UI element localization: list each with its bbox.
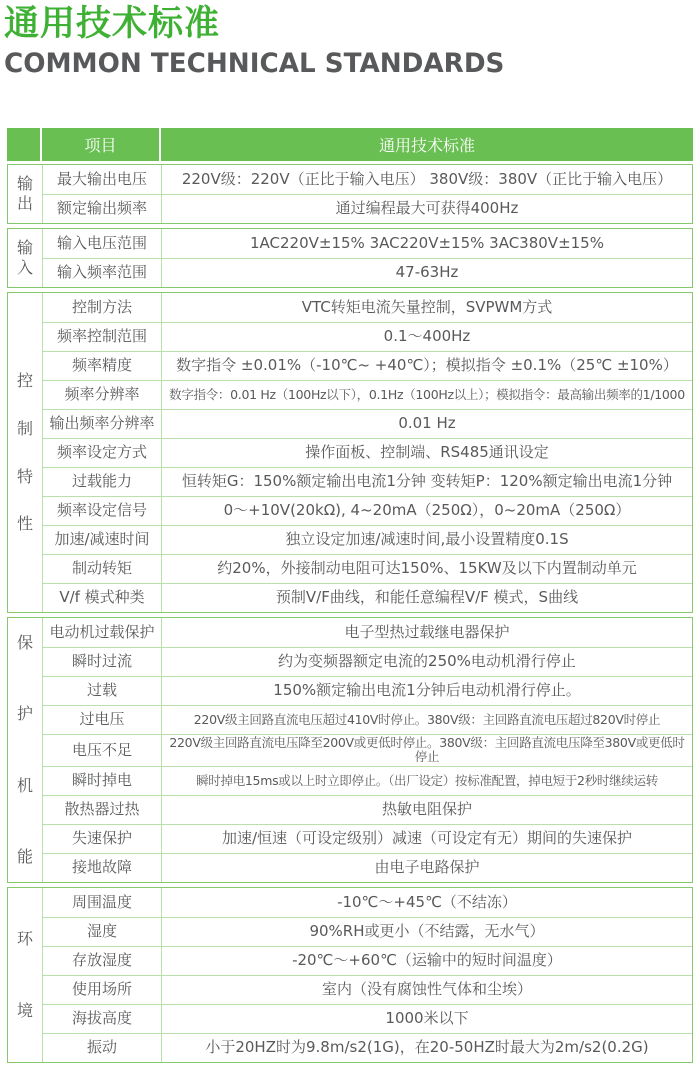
row-spec-value: 独立设定加速/减速时间,最小设置精度0.1S <box>285 530 569 549</box>
category-char: 境 <box>16 1000 33 1020</box>
spec-table <box>7 128 693 1063</box>
row-spec-value: 室内（没有腐蚀性气体和尘埃） <box>321 980 532 999</box>
section-category-label <box>8 229 43 287</box>
row-item-label: 过载 <box>43 677 162 705</box>
row-item-label: 存放湿度 <box>43 947 162 975</box>
table-row <box>43 853 692 882</box>
category-char: 护 <box>16 704 33 724</box>
row-item-label: 过电压 <box>43 706 162 734</box>
table-row <box>43 351 692 380</box>
section-category-label <box>8 618 43 882</box>
row-item-label: 海拔高度 <box>43 1005 162 1033</box>
category-char: 控 <box>16 371 33 391</box>
category-char: 输 <box>16 174 33 194</box>
table-row <box>43 917 692 946</box>
row-spec-value: 数字指令 ±0.01%（-10℃~ +40℃）；模拟指令 ±0.1%（25℃ ±10%） <box>176 356 678 375</box>
table-row <box>43 647 692 676</box>
row-item-label: 湿度 <box>43 918 162 946</box>
page-title-english: COMMON TECHNICAL STANDARDS <box>4 48 505 79</box>
row-spec-value: 加速/恒速（可设定级别）减速（可设定有无）期间的失速保护 <box>221 829 633 848</box>
row-spec-value: 热敏电阻保护 <box>381 800 472 819</box>
row-spec-value: 220V级：220V（正比于输入电压） 380V级：380V（正比于输入电压） <box>181 169 673 188</box>
row-spec-value: 通过编程最大可获得400Hz <box>335 199 519 218</box>
table-row <box>43 975 692 1004</box>
table-row <box>43 380 692 409</box>
row-spec-value: 瞬时掉电15ms或以上时立即停止。（出厂设定）按标准配置，掉电短于2秒时继续运转 <box>196 772 658 788</box>
section-rows <box>43 165 692 223</box>
table-row <box>43 409 692 438</box>
table-row <box>43 618 692 647</box>
table-row <box>43 583 692 612</box>
table-row <box>43 734 692 766</box>
row-item-label: 瞬时过流 <box>43 648 162 676</box>
row-item-label: 周围温度 <box>43 888 162 917</box>
category-char: 能 <box>16 847 33 867</box>
spec-section <box>7 228 693 288</box>
table-row <box>43 525 692 554</box>
table-row <box>43 322 692 351</box>
row-spec-value: 数字指令：0.01 Hz（100Hz以下），0.1Hz（100Hz以上）；模拟指令：最高输出频率的1/1000 <box>169 386 685 402</box>
row-item-label: 瞬时掉电 <box>43 767 162 795</box>
category-char: 保 <box>16 632 33 652</box>
category-char: 性 <box>16 514 33 534</box>
row-spec-value: 约为变频器额定电流的250%电动机滑行停止 <box>278 652 576 671</box>
row-item-label: 过载能力 <box>43 468 162 496</box>
table-row <box>43 888 692 917</box>
row-spec-value: 恒转矩G：150%额定输出电流1分钟 变转矩P：120%额定输出电流1分钟 <box>181 472 673 491</box>
row-item-label: 加速/减速时间 <box>43 526 162 554</box>
row-spec-value: 约20%，外接制动电阻可达150%、15KW及以下内置制动单元 <box>217 559 637 578</box>
header-value-cell: 通用技术标准 <box>378 136 475 155</box>
row-item-label: 电动机过载保护 <box>43 618 162 647</box>
row-item-label: 输出频率分辨率 <box>43 410 162 438</box>
row-item-label: 频率分辨率 <box>43 381 162 409</box>
section-rows <box>43 888 692 1062</box>
category-char: 入 <box>16 258 33 277</box>
spec-section <box>7 617 693 883</box>
header-category-cell <box>7 128 42 161</box>
section-category-label <box>8 888 43 1062</box>
row-item-label: 散热器过热 <box>43 796 162 824</box>
row-spec-value: 90%RH或更小（不结露，无水气） <box>309 922 545 941</box>
table-row <box>43 554 692 583</box>
spec-table-body <box>7 164 693 1063</box>
row-item-label: 使用场所 <box>43 976 162 1004</box>
row-spec-value: VTC转矩电流矢量控制，SVPWM方式 <box>301 297 553 316</box>
row-spec-value: 操作面板、控制端、RS485通讯设定 <box>305 443 549 462</box>
row-spec-value: 小于20HZ时为9.8m/s2(1G)，在20-50HZ时最大为2m/s2(0.2G) <box>205 1038 649 1057</box>
table-row <box>43 795 692 824</box>
row-item-label: 额定输出频率 <box>43 195 162 223</box>
row-spec-value: 预制V/F曲线，和能任意编程V/F 模式，S曲线 <box>275 588 579 607</box>
row-spec-value: 电子型热过载继电器保护 <box>344 622 510 641</box>
table-row <box>43 467 692 496</box>
header-item-cell: 项目 <box>42 128 161 161</box>
table-row <box>43 705 692 734</box>
section-rows <box>43 229 692 287</box>
spec-section <box>7 164 693 224</box>
row-item-label: 接地故障 <box>43 854 162 882</box>
row-item-label: 输入电压范围 <box>43 229 162 258</box>
row-spec-value: 1AC220V±15% 3AC220V±15% 3AC380V±15% <box>250 233 604 252</box>
row-spec-value: 150%额定输出电流1分钟后电动机滑行停止。 <box>273 681 581 700</box>
table-row <box>43 824 692 853</box>
row-item-label: 输入频率范围 <box>43 259 162 287</box>
row-spec-value: 220V级主回路直流电压降至200V或更低时停止。380V级：主回路直流电压降至380V或更低时停止 <box>169 735 685 765</box>
spec-section <box>7 887 693 1063</box>
table-row <box>43 1033 692 1062</box>
row-item-label: 失速保护 <box>43 825 162 853</box>
row-item-label: 控制方法 <box>43 293 162 322</box>
table-row <box>43 766 692 795</box>
table-row <box>43 258 692 287</box>
page-title-chinese: 通用技术标准 <box>4 4 221 44</box>
section-category-label <box>8 293 43 612</box>
category-char: 特 <box>16 466 33 486</box>
category-char: 环 <box>16 929 33 949</box>
spec-table-header <box>7 128 693 161</box>
row-item-label: 频率设定方式 <box>43 439 162 467</box>
row-spec-value: -10℃～+45℃（不结冻） <box>337 892 517 911</box>
row-spec-value: 47-63Hz <box>395 263 459 282</box>
row-item-label: 频率设定信号 <box>43 497 162 525</box>
table-row <box>43 496 692 525</box>
row-spec-value: 由电子电路保护 <box>374 858 480 877</box>
table-row <box>43 946 692 975</box>
row-item-label: V/f 模式种类 <box>43 584 162 612</box>
table-row <box>43 438 692 467</box>
table-row <box>43 165 692 194</box>
row-spec-value: 0.1～400Hz <box>383 327 471 346</box>
table-row <box>43 229 692 258</box>
section-category-label <box>8 165 43 223</box>
spec-section <box>7 292 693 613</box>
section-rows <box>43 618 692 882</box>
table-row <box>43 1004 692 1033</box>
table-row <box>43 293 692 322</box>
row-spec-value: 0～+10V(20kΩ), 4~20mA（250Ω），0~20mA（250Ω） <box>223 501 631 520</box>
row-item-label: 电压不足 <box>43 735 162 766</box>
category-char: 机 <box>16 775 33 795</box>
row-item-label: 制动转矩 <box>43 555 162 583</box>
category-char: 出 <box>16 194 33 213</box>
row-spec-value: 220V级主回路直流电压超过410V时停止。380V级：主回路直流电压超过820V时停止 <box>193 711 661 727</box>
category-char: 制 <box>16 418 33 438</box>
row-item-label: 最大输出电压 <box>43 165 162 194</box>
row-spec-value: -20℃～+60℃（运输中的短时间温度） <box>292 951 562 970</box>
row-item-label: 频率控制范围 <box>43 323 162 351</box>
row-spec-value: 0.01 Hz <box>398 414 456 433</box>
row-item-label: 振动 <box>43 1034 162 1062</box>
table-row <box>43 676 692 705</box>
category-char: 输 <box>16 238 33 258</box>
section-rows <box>43 293 692 612</box>
row-spec-value: 1000米以下 <box>385 1009 469 1028</box>
row-item-label: 频率精度 <box>43 352 162 380</box>
table-row <box>43 194 692 223</box>
